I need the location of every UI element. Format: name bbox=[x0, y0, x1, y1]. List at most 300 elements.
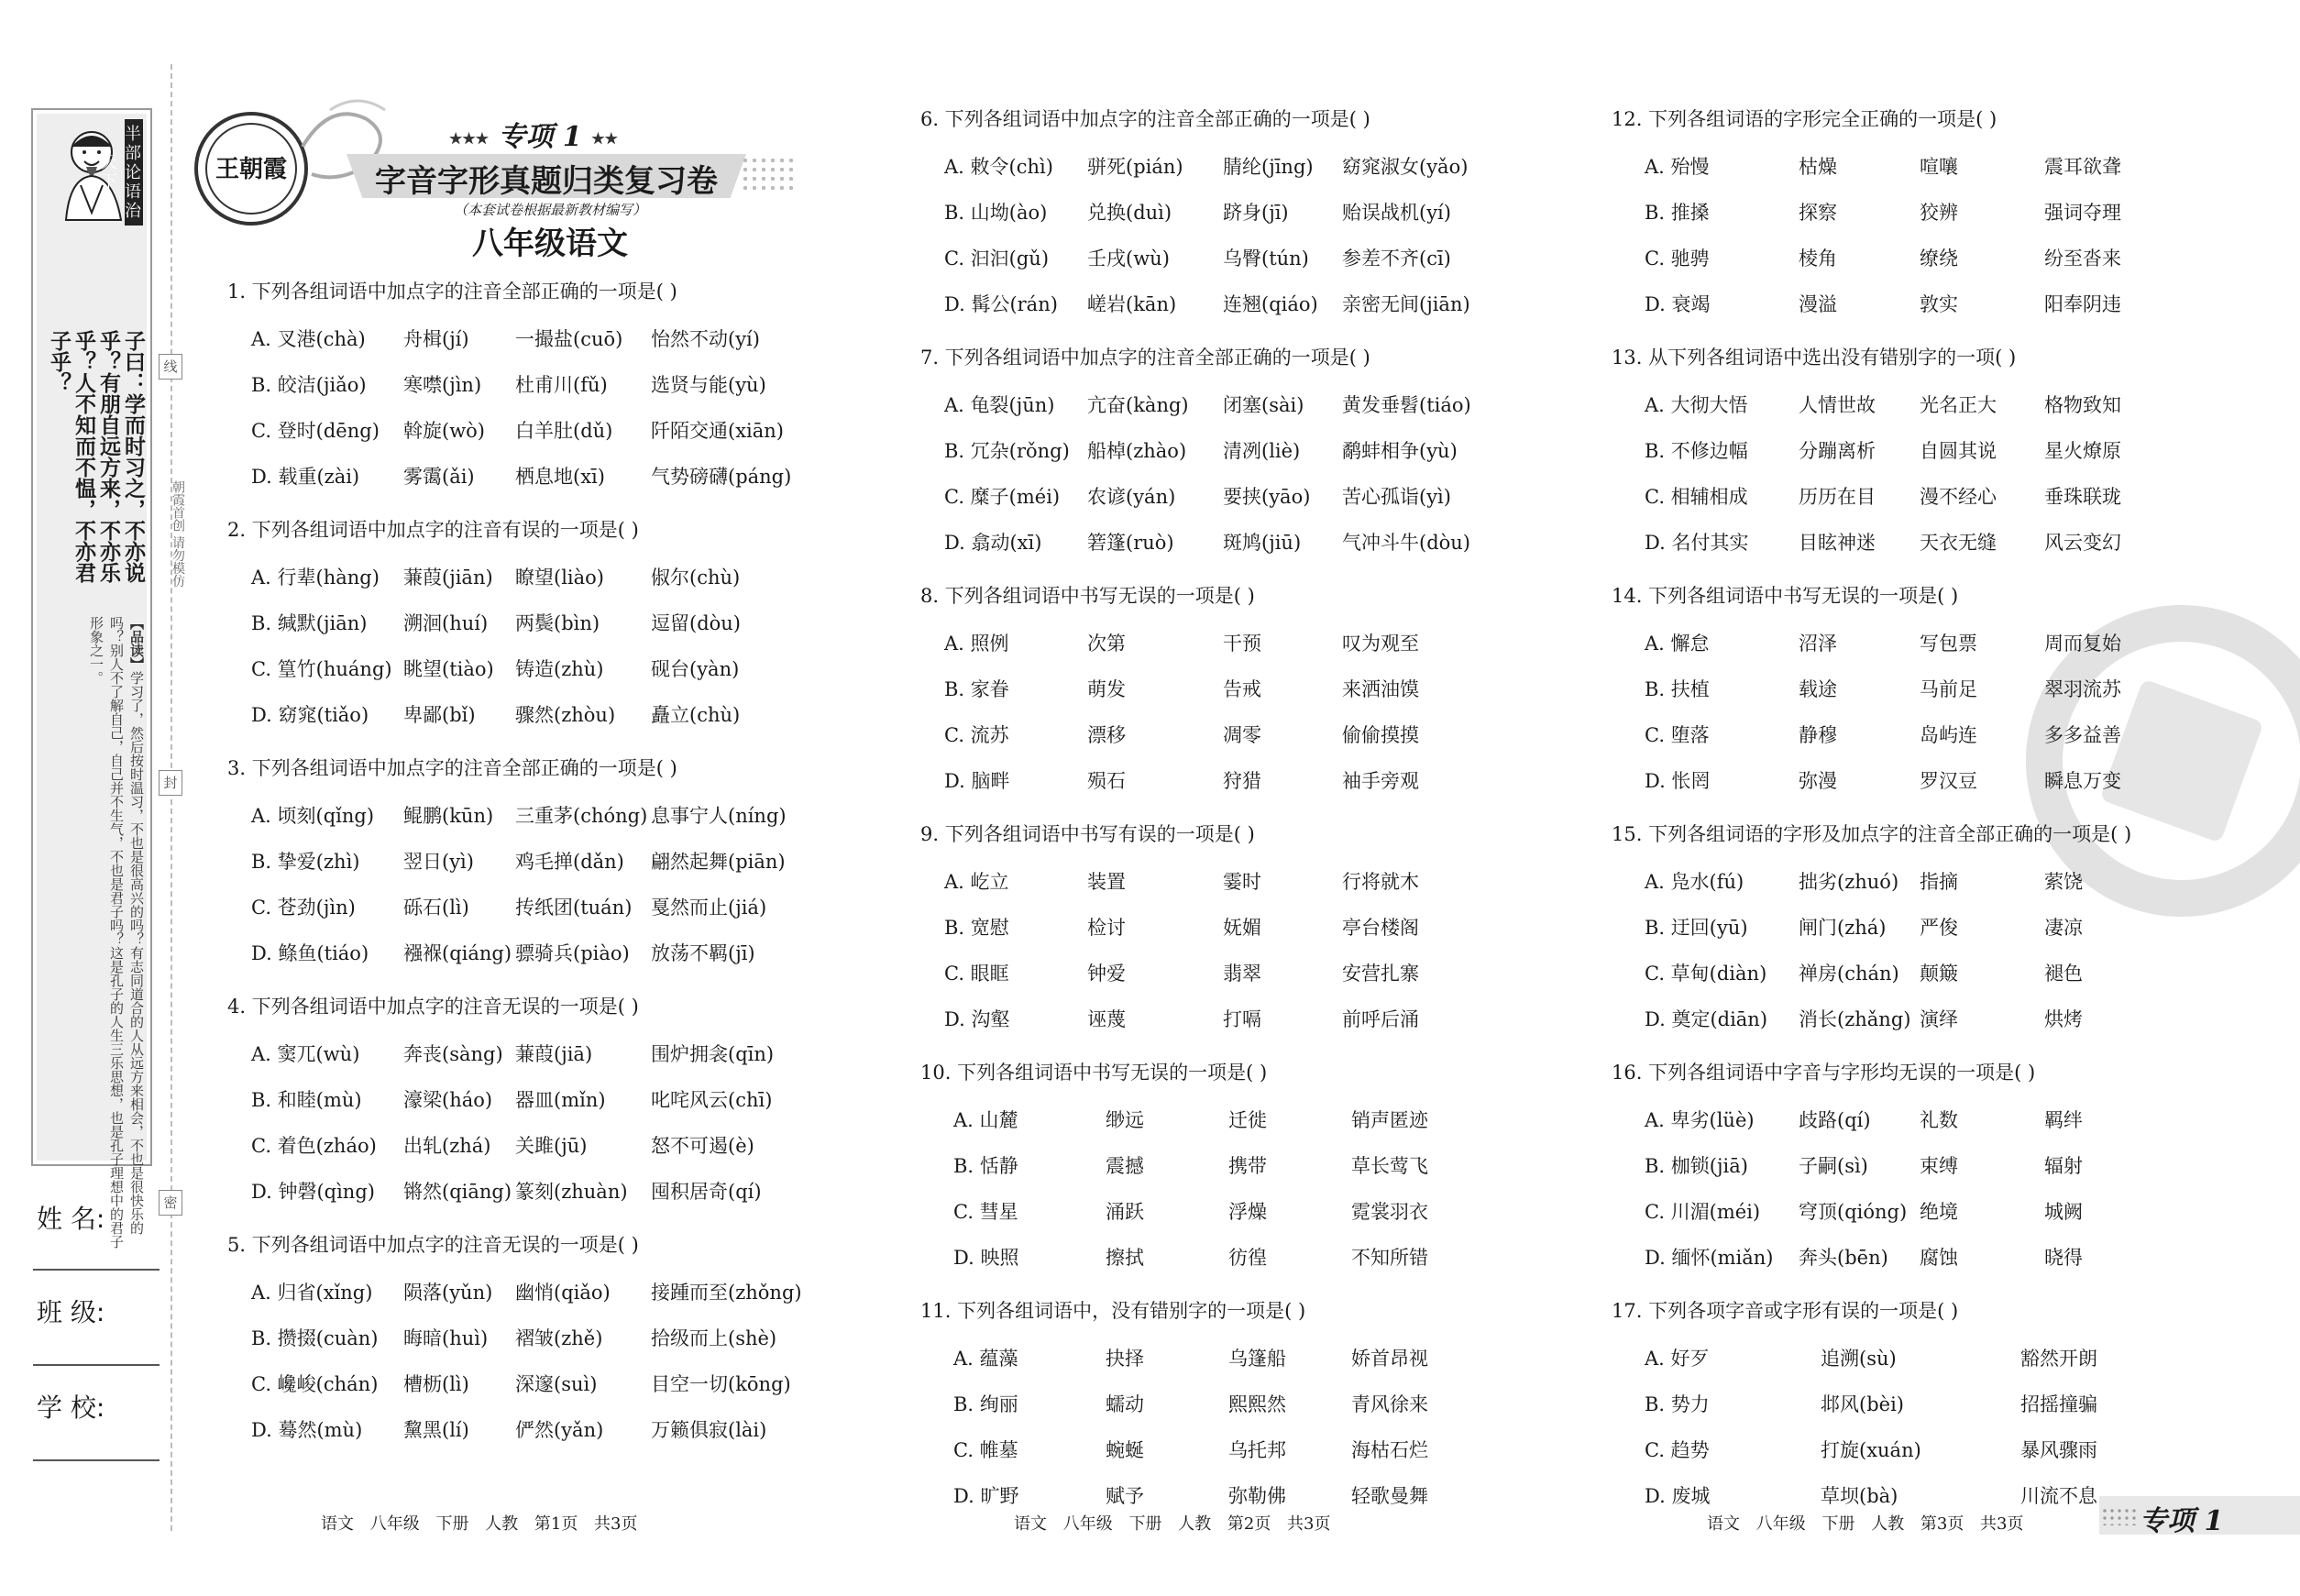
question-8-stem: 8. 下列各组词语中书写无误的一项是( ) bbox=[920, 585, 1255, 607]
option-term: 叹为观至 bbox=[1342, 633, 1419, 655]
option-term: 斡旋(wò) bbox=[403, 420, 486, 442]
option-term: 兑换(duì) bbox=[1087, 202, 1172, 224]
option-term: A. 懈怠 bbox=[1645, 633, 1710, 655]
option-term: 栖息地(xī) bbox=[515, 466, 605, 488]
option-term: 缭绕 bbox=[1920, 248, 1958, 270]
option-term: 亲密无间(jiān) bbox=[1342, 293, 1470, 315]
option-term: 检讨 bbox=[1087, 917, 1126, 939]
option-term: 选贤与能(yù) bbox=[651, 374, 766, 396]
option-term: 萌发 bbox=[1087, 678, 1126, 700]
option-term: 一撮盐(cuō) bbox=[515, 328, 623, 350]
option-term: 歧路(qí) bbox=[1799, 1109, 1871, 1131]
option-term: C. 驰骋 bbox=[1645, 248, 1710, 270]
grade-subtitle: 八年级语文 bbox=[472, 226, 628, 262]
option-term: 眺望(tiào) bbox=[403, 658, 494, 680]
option-term: 蠕动 bbox=[1106, 1393, 1144, 1415]
option-term: 礼数 bbox=[1920, 1109, 1958, 1131]
option-term: D. 载重(zài) bbox=[251, 466, 360, 488]
option-term: A. 顷刻(qǐng) bbox=[251, 805, 375, 827]
option-term: 瞭望(liào) bbox=[515, 567, 604, 589]
option-term: 光名正大 bbox=[1920, 394, 1997, 416]
option-term: B. 皎洁(jiǎo) bbox=[251, 374, 367, 396]
option-term: 强词夺理 bbox=[2044, 202, 2121, 224]
option-term: C. 苍劲(jìn) bbox=[251, 897, 356, 919]
sidebar-pindu bbox=[44, 616, 147, 1258]
option-term: 出轧(zhá) bbox=[403, 1135, 491, 1157]
option-term: B. 缄默(jiān) bbox=[251, 612, 368, 634]
option-term: 禅房(chán) bbox=[1799, 963, 1899, 985]
option-term: C. 篁竹(huáng) bbox=[251, 658, 392, 680]
option-term: D. 奠定(diān) bbox=[1645, 1008, 1768, 1030]
option-term: C. 趋势 bbox=[1645, 1439, 1710, 1461]
option-term: 殒石 bbox=[1087, 770, 1126, 792]
option-term: C. 相辅相成 bbox=[1645, 486, 1748, 508]
option-term: 褶皱(zhě) bbox=[515, 1327, 603, 1349]
title-dots-decoration bbox=[741, 156, 796, 194]
question-9-stem: 9. 下列各组词语中书写有误的一项是( ) bbox=[920, 823, 1255, 845]
option-term: 枯燥 bbox=[1799, 156, 1837, 178]
option-term: 涌跃 bbox=[1106, 1201, 1144, 1223]
option-term: D. 蓦然(mù) bbox=[251, 1419, 363, 1441]
option-term: 气冲斗牛(dòu) bbox=[1342, 532, 1470, 554]
option-term: 漫溢 bbox=[1799, 293, 1837, 315]
option-term: 马前足 bbox=[1920, 678, 1977, 700]
option-term: C. 眼眶 bbox=[944, 963, 1009, 985]
option-term: 农谚(yán) bbox=[1087, 486, 1176, 508]
sidebar-motto: 半部论语治天下 bbox=[125, 119, 143, 226]
option-term: A. 龟裂(jūn) bbox=[944, 394, 1055, 416]
option-term: 漫不经心 bbox=[1920, 486, 1997, 508]
series-heading bbox=[449, 114, 618, 154]
option-term: 蜿蜒 bbox=[1106, 1439, 1144, 1461]
option-term: 娇首昂视 bbox=[1351, 1348, 1428, 1370]
option-term: 腈纶(jīng) bbox=[1223, 156, 1314, 178]
option-term: 舟楫(jí) bbox=[403, 328, 469, 350]
option-term: 贻误战机(yí) bbox=[1342, 202, 1451, 224]
option-term: 草坝(bà) bbox=[1821, 1485, 1898, 1507]
option-term: 海枯石烂 bbox=[1351, 1439, 1428, 1461]
option-term: C. 着色(zháo) bbox=[251, 1135, 377, 1157]
pindu-label: 【品读】 bbox=[128, 616, 145, 671]
option-term: D. 衰竭 bbox=[1645, 293, 1711, 315]
option-term: 消长(zhǎng) bbox=[1799, 1008, 1911, 1030]
option-term: 凄凉 bbox=[2044, 917, 2083, 939]
option-term: 熙熙然 bbox=[1228, 1393, 1286, 1415]
option-term: 探察 bbox=[1799, 202, 1837, 224]
option-term: 不知所错 bbox=[1351, 1247, 1428, 1269]
option-term: D. 缅怀(miǎn) bbox=[1645, 1247, 1774, 1269]
question-11-stem: 11. 下列各组词语中，没有错别字的一项是( ) bbox=[920, 1300, 1306, 1322]
star-right-icon: ★★ bbox=[591, 129, 618, 148]
option-term: B. 推搡 bbox=[1645, 202, 1710, 224]
option-term: 两鬓(bìn) bbox=[515, 612, 600, 634]
option-term: A. 卑劣(lüè) bbox=[1645, 1109, 1755, 1131]
footer-brand: 专项 1 bbox=[2140, 1505, 2224, 1537]
binding-dashed-line bbox=[171, 64, 172, 1531]
name-input-line[interactable] bbox=[33, 1269, 160, 1271]
seal-watermark-core bbox=[2099, 678, 2263, 842]
option-term: C. 糜子(méi) bbox=[944, 486, 1061, 508]
option-term: 参差不齐(cī) bbox=[1342, 248, 1451, 270]
option-term: 放荡不羁(jī) bbox=[651, 942, 755, 964]
binding-tag-xian: 线 bbox=[159, 354, 182, 380]
option-term: 目空一切(kōng) bbox=[651, 1373, 791, 1395]
option-term: C. 帷墓 bbox=[953, 1439, 1018, 1461]
option-term: 白羊肚(dǔ) bbox=[515, 420, 613, 442]
option-term: A. 敕令(chì) bbox=[944, 156, 1053, 178]
question-14-stem: 14. 下列各组词语中书写无误的一项是( ) bbox=[1612, 585, 1959, 607]
option-term: A. 叉港(chà) bbox=[251, 328, 366, 350]
option-term: D. 脑畔 bbox=[944, 770, 1010, 792]
option-term: C. 流苏 bbox=[944, 724, 1009, 746]
option-term: 自圆其说 bbox=[1920, 440, 1997, 462]
option-term: B. 冗杂(rǒng) bbox=[944, 440, 1070, 462]
option-term: 漂移 bbox=[1087, 724, 1126, 746]
option-term: 绝境 bbox=[1920, 1201, 1958, 1223]
option-term: 携带 bbox=[1228, 1155, 1267, 1177]
option-term: D. 翕动(xī) bbox=[944, 532, 1042, 554]
option-term: 诬蔑 bbox=[1087, 1008, 1126, 1030]
option-term: A. 好歹 bbox=[1645, 1348, 1710, 1370]
option-term: 俶尔(chù) bbox=[651, 567, 741, 589]
option-term: 黧黑(lí) bbox=[403, 1419, 469, 1441]
option-term: D. 窈窕(tiǎo) bbox=[251, 704, 369, 726]
option-term: 骠骑兵(piào) bbox=[515, 942, 630, 964]
option-term: 霓裳羽衣 bbox=[1351, 1201, 1428, 1223]
question-17-stem: 17. 下列各项字音或字形有误的一项是( ) bbox=[1612, 1300, 1959, 1322]
option-term: 接踵而至(zhǒng) bbox=[651, 1282, 802, 1304]
option-term: 陨落(yǔn) bbox=[403, 1282, 493, 1304]
option-term: B. 山坳(ào) bbox=[944, 202, 1048, 224]
option-term: 喧嚷 bbox=[1920, 156, 1958, 178]
binding-side-note: 朝霞首创 请勿模仿 bbox=[171, 480, 185, 588]
binding-tag-feng: 封 bbox=[159, 770, 182, 796]
class-label: 班 级: bbox=[37, 1297, 105, 1327]
option-term: 写包票 bbox=[1920, 633, 1977, 655]
option-term: 辐射 bbox=[2044, 1155, 2083, 1177]
option-term: 濠梁(háo) bbox=[403, 1089, 493, 1111]
option-term: 雾霭(ǎi) bbox=[403, 466, 475, 488]
option-term: 霎时 bbox=[1223, 871, 1261, 893]
option-term: C. 堕落 bbox=[1645, 724, 1710, 746]
option-term: B. 迂回(yū) bbox=[1645, 917, 1748, 939]
option-term: 弥勒佛 bbox=[1228, 1485, 1286, 1507]
option-term: 囤积居奇(qí) bbox=[651, 1181, 762, 1203]
option-term: A. 凫水(fú) bbox=[1645, 871, 1744, 893]
option-term: D. 怅罔 bbox=[1645, 770, 1711, 792]
option-term: 抉择 bbox=[1106, 1348, 1144, 1370]
option-term: D. 沟壑 bbox=[944, 1008, 1010, 1030]
option-term: 骈死(pián) bbox=[1087, 156, 1183, 178]
option-term: A. 大彻大悟 bbox=[1645, 394, 1748, 416]
option-term: 黄发垂髫(tiáo) bbox=[1342, 394, 1471, 416]
option-term: C. 汩汩(gǔ) bbox=[944, 248, 1050, 270]
question-2-stem: 2. 下列各组词语中加点字的注音有误的一项是( ) bbox=[227, 519, 639, 541]
option-term: 赋予 bbox=[1106, 1485, 1144, 1507]
option-term: 行将就木 bbox=[1342, 871, 1419, 893]
option-term: 篆刻(zhuàn) bbox=[515, 1181, 628, 1203]
question-16-stem: 16. 下列各组词语中字音与字形均无误的一项是( ) bbox=[1612, 1062, 2036, 1084]
question-12-stem: 12. 下列各组词语的字形完全正确的一项是( ) bbox=[1612, 108, 1997, 130]
option-term: D. 髯公(rán) bbox=[944, 293, 1058, 315]
footer-dots-decoration bbox=[2101, 1507, 2136, 1525]
option-term: 晓得 bbox=[2044, 1247, 2083, 1269]
option-term: B. 枷锁(jiā) bbox=[1645, 1155, 1748, 1177]
option-term: 沼泽 bbox=[1799, 633, 1837, 655]
option-term: 窈窕淑女(yǎo) bbox=[1342, 156, 1469, 178]
option-term: B. 绚丽 bbox=[953, 1393, 1018, 1415]
question-3-stem: 3. 下列各组词语中加点字的注音全部正确的一项是( ) bbox=[227, 757, 677, 779]
option-term: D. 鲦鱼(tiáo) bbox=[251, 942, 369, 964]
option-term: 船棹(zhào) bbox=[1087, 440, 1187, 462]
option-term: 周而复始 bbox=[2044, 633, 2121, 655]
option-term: 鲲鹏(kūn) bbox=[403, 805, 494, 827]
option-term: B. 和睦(mù) bbox=[251, 1089, 362, 1111]
option-term: 罗汉豆 bbox=[1920, 770, 1977, 792]
option-term: 束缚 bbox=[1920, 1155, 1958, 1177]
option-term: 邶风(bèi) bbox=[1821, 1393, 1904, 1415]
option-term: B. 势力 bbox=[1645, 1393, 1710, 1415]
option-term: 关雎(jū) bbox=[515, 1135, 588, 1157]
option-term: 干预 bbox=[1223, 633, 1261, 655]
option-term: A. 山麓 bbox=[953, 1109, 1018, 1131]
option-term: B. 恬静 bbox=[953, 1155, 1018, 1177]
option-term: D. 名付其实 bbox=[1645, 532, 1749, 554]
option-term: 溯洄(huí) bbox=[403, 612, 489, 634]
class-input-line[interactable] bbox=[33, 1364, 160, 1366]
option-term: A. 窦兀(wù) bbox=[251, 1043, 360, 1065]
option-term: 骤然(zhòu) bbox=[515, 704, 616, 726]
option-term: D. 旷野 bbox=[953, 1485, 1019, 1507]
option-term: 乌篷船 bbox=[1228, 1348, 1286, 1370]
option-term: 浮燥 bbox=[1228, 1201, 1267, 1223]
option-term: 嵯岩(kān) bbox=[1087, 293, 1177, 315]
option-term: 卑鄙(bǐ) bbox=[403, 704, 476, 726]
option-term: 星火燎原 bbox=[2044, 440, 2121, 462]
option-term: C. 巉峻(chán) bbox=[251, 1373, 379, 1395]
option-term: 敦实 bbox=[1920, 293, 1958, 315]
star-left-icon: ★★★ bbox=[449, 129, 490, 148]
option-term: B. 攒掇(cuàn) bbox=[251, 1327, 379, 1349]
title-note: （本套试卷根据最新教材编写） bbox=[453, 202, 646, 218]
option-term: 翌日(yì) bbox=[403, 851, 474, 873]
option-term: 亭台楼阁 bbox=[1342, 917, 1419, 939]
option-term: 暴风骤雨 bbox=[2020, 1439, 2097, 1461]
option-term: 目眩神迷 bbox=[1799, 532, 1876, 554]
option-term: 蒹葭(jiā) bbox=[515, 1043, 593, 1065]
question-15-stem: 15. 下列各组词语的字形及加点字的注音全部正确的一项是( ) bbox=[1612, 823, 2132, 845]
option-term: 震撼 bbox=[1106, 1155, 1144, 1177]
option-term: 轻歌曼舞 bbox=[1351, 1485, 1428, 1507]
option-term: 奔头(bēn) bbox=[1799, 1247, 1888, 1269]
option-term: B. 宽慰 bbox=[944, 917, 1009, 939]
option-term: 追溯(sù) bbox=[1821, 1348, 1897, 1370]
option-term: C. 彗星 bbox=[953, 1201, 1018, 1223]
option-term: 瞬息万变 bbox=[2044, 770, 2121, 792]
option-term: 销声匿迹 bbox=[1351, 1109, 1428, 1131]
option-term: 跻身(jī) bbox=[1223, 202, 1289, 224]
sidebar-quote: 子曰：学而时习之，不亦说乎？有朋自远方来，不亦乐乎？人不知而不愠，不亦君子乎？ bbox=[47, 330, 145, 583]
option-term: A. 屹立 bbox=[944, 871, 1009, 893]
option-term: 彷徨 bbox=[1228, 1247, 1267, 1269]
option-term: 颠簸 bbox=[1920, 963, 1958, 985]
option-term: 要挟(yāo) bbox=[1223, 486, 1311, 508]
option-term: 翩然起舞(piān) bbox=[651, 851, 786, 873]
option-term: 翠羽流苏 bbox=[2044, 678, 2121, 700]
option-term: 怒不可遏(è) bbox=[651, 1135, 754, 1157]
option-term: B. 家眷 bbox=[944, 678, 1009, 700]
option-term: B. 不修边幅 bbox=[1645, 440, 1748, 462]
option-term: 草长莺飞 bbox=[1351, 1155, 1428, 1177]
option-term: 打旋(xuán) bbox=[1821, 1439, 1921, 1461]
option-term: 偷偷摸摸 bbox=[1342, 724, 1419, 746]
option-term: 幽悄(qiǎo) bbox=[515, 1282, 611, 1304]
option-term: A. 行辈(hàng) bbox=[251, 567, 380, 589]
option-term: 斑鸠(jiū) bbox=[1223, 532, 1302, 554]
question-1-stem: 1. 下列各组词语中加点字的注音全部正确的一项是( ) bbox=[227, 281, 677, 303]
option-term: 岛屿连 bbox=[1920, 724, 1977, 746]
footer-page-1: 语文 八年级 下册 人教 第1页 共3页 bbox=[321, 1514, 638, 1534]
option-term: 晦暗(huì) bbox=[403, 1327, 489, 1349]
option-term: 砚台(yàn) bbox=[651, 658, 740, 680]
option-term: 槽枥(lì) bbox=[403, 1373, 469, 1395]
series-text: 专项 1 bbox=[498, 121, 582, 153]
option-term: 怡然不动(yí) bbox=[651, 328, 760, 350]
option-term: 历历在目 bbox=[1799, 486, 1876, 508]
option-term: 演绎 bbox=[1920, 1008, 1958, 1030]
option-term: 苦心孤诣(yì) bbox=[1342, 486, 1451, 508]
option-term: 载途 bbox=[1799, 678, 1837, 700]
option-term: 壬戌(wù) bbox=[1087, 248, 1170, 270]
option-term: 蒹葭(jiān) bbox=[403, 567, 493, 589]
option-term: 擦拭 bbox=[1106, 1247, 1144, 1269]
option-term: 连翘(qiáo) bbox=[1223, 293, 1318, 315]
option-term: A. 归省(xǐng) bbox=[251, 1282, 373, 1304]
option-term: 器皿(mǐn) bbox=[515, 1089, 606, 1111]
option-term: 抟纸团(tuán) bbox=[515, 897, 633, 919]
option-term: C. 登时(dēng) bbox=[251, 420, 380, 442]
option-term: 杜甫川(fǔ) bbox=[515, 374, 608, 396]
option-term: D. 钟磬(qìng) bbox=[251, 1181, 375, 1203]
name-label: 姓 名: bbox=[37, 1204, 105, 1234]
option-term: 羁绊 bbox=[2044, 1109, 2083, 1131]
option-term: 天衣无缝 bbox=[1920, 532, 1997, 554]
option-term: 青风徐来 bbox=[1351, 1393, 1428, 1415]
option-term: 人情世故 bbox=[1799, 394, 1876, 416]
option-term: 亢奋(kàng) bbox=[1087, 394, 1189, 416]
option-term: 褪色 bbox=[2044, 963, 2083, 985]
option-term: 来洒油馍 bbox=[1342, 678, 1419, 700]
option-term: 万籁俱寂(lài) bbox=[651, 1419, 767, 1441]
option-term: 锵然(qiāng) bbox=[403, 1181, 512, 1203]
option-term: D. 废城 bbox=[1645, 1485, 1711, 1507]
option-term: 清冽(liè) bbox=[1223, 440, 1301, 462]
option-term: 打嗝 bbox=[1223, 1008, 1261, 1030]
option-term: 萦饶 bbox=[2044, 871, 2083, 893]
option-term: 闭塞(sài) bbox=[1223, 394, 1304, 416]
option-term: 鹬蚌相争(yù) bbox=[1342, 440, 1458, 462]
footer-page-2: 语文 八年级 下册 人教 第2页 共3页 bbox=[1014, 1514, 1331, 1534]
option-term: 寒噤(jìn) bbox=[403, 374, 482, 396]
option-term: 拙劣(zhuó) bbox=[1799, 871, 1899, 893]
option-term: A. 蕴藻 bbox=[953, 1348, 1018, 1370]
option-term: 川流不息 bbox=[2020, 1485, 2097, 1507]
option-term: D. 映照 bbox=[953, 1247, 1019, 1269]
option-term: 襁褓(qiáng) bbox=[403, 942, 512, 964]
option-term: 翡翠 bbox=[1223, 963, 1261, 985]
option-term: 豁然开朗 bbox=[2020, 1348, 2097, 1370]
option-term: 气势磅礴(páng) bbox=[651, 466, 792, 488]
option-term: 子嗣(sì) bbox=[1799, 1155, 1868, 1177]
option-term: A. 照例 bbox=[944, 633, 1009, 655]
option-term: 狡辨 bbox=[1920, 202, 1958, 224]
option-term: 深邃(suì) bbox=[515, 1373, 598, 1395]
pindu-text: 学习了，然后按时温习，不也是很高兴的吗？有志同道合的人从远方来相会，不也是很快乐的吗？别人不了解自己，自己并不生气，不也是君子吗？这是孔子的人生三乐思想，也是孔子理想中的君子形象之一。 bbox=[88, 616, 145, 1249]
option-term: 妩媚 bbox=[1223, 917, 1261, 939]
option-term: 格物致知 bbox=[2044, 394, 2121, 416]
option-term: 袖手旁观 bbox=[1342, 770, 1419, 792]
option-term: 棱角 bbox=[1799, 248, 1837, 270]
option-term: 风云变幻 bbox=[2044, 532, 2121, 554]
option-term: 告戒 bbox=[1223, 678, 1261, 700]
option-term: 分蹦离析 bbox=[1799, 440, 1876, 462]
option-term: 招摇撞骗 bbox=[2020, 1393, 2097, 1415]
brand-logo bbox=[194, 112, 308, 226]
option-term: 三重茅(chóng) bbox=[515, 805, 648, 827]
option-term: 凋零 bbox=[1223, 724, 1261, 746]
option-term: C. 草甸(diàn) bbox=[1645, 963, 1767, 985]
option-term: 烘烤 bbox=[2044, 1008, 2083, 1030]
option-term: 次第 bbox=[1087, 633, 1126, 655]
option-term: 鸡毛掸(dǎn) bbox=[515, 851, 624, 873]
option-term: 矗立(chù) bbox=[651, 704, 741, 726]
option-term: B. 挚爱(zhì) bbox=[251, 851, 360, 873]
option-term: 指摘 bbox=[1920, 871, 1958, 893]
brand-logo-text: 王朝霞 bbox=[215, 156, 287, 183]
option-term: 狩猎 bbox=[1223, 770, 1261, 792]
option-term: 乌托邦 bbox=[1228, 1439, 1286, 1461]
option-term: 戛然而止(jiá) bbox=[651, 897, 767, 919]
option-term: 围炉拥衾(qīn) bbox=[651, 1043, 775, 1065]
school-input-line[interactable] bbox=[33, 1459, 160, 1461]
school-label: 学 校: bbox=[37, 1392, 105, 1423]
option-term: 静穆 bbox=[1799, 724, 1837, 746]
footer-page-3: 语文 八年级 下册 人教 第3页 共3页 bbox=[1707, 1514, 2024, 1534]
option-term: 震耳欲聋 bbox=[2044, 156, 2121, 178]
option-term: 铸造(zhù) bbox=[515, 658, 604, 680]
option-term: 俨然(yǎn) bbox=[515, 1419, 604, 1441]
option-term: 安营扎寨 bbox=[1342, 963, 1419, 985]
option-term: 闸门(zhá) bbox=[1799, 917, 1887, 939]
option-term: C. 川湄(méi) bbox=[1645, 1201, 1761, 1223]
option-term: 垂珠联珑 bbox=[2044, 486, 2121, 508]
page-title: 字音字形真题归类复习卷 bbox=[375, 163, 718, 200]
question-6-stem: 6. 下列各组词语中加点字的注音全部正确的一项是( ) bbox=[920, 108, 1370, 130]
option-term: 装置 bbox=[1087, 871, 1126, 893]
option-term: 腐蚀 bbox=[1920, 1247, 1958, 1269]
option-term: 前呼后涌 bbox=[1342, 1008, 1419, 1030]
option-term: 弥漫 bbox=[1799, 770, 1837, 792]
option-term: 乌臀(tún) bbox=[1223, 248, 1309, 270]
question-13-stem: 13. 从下列各组词语中选出没有错别字的一项( ) bbox=[1612, 347, 2017, 369]
question-4-stem: 4. 下列各组词语中加点字的注音无误的一项是( ) bbox=[227, 996, 639, 1018]
binding-tag-mi: 密 bbox=[159, 1190, 182, 1216]
option-term: 奔丧(sàng) bbox=[403, 1043, 503, 1065]
option-term: 砾石(lì) bbox=[403, 897, 469, 919]
option-term: 息事宁人(níng) bbox=[651, 805, 787, 827]
option-term: 箬篷(ruò) bbox=[1087, 532, 1174, 554]
question-5-stem: 5. 下列各组词语中加点字的注音无误的一项是( ) bbox=[227, 1234, 639, 1256]
